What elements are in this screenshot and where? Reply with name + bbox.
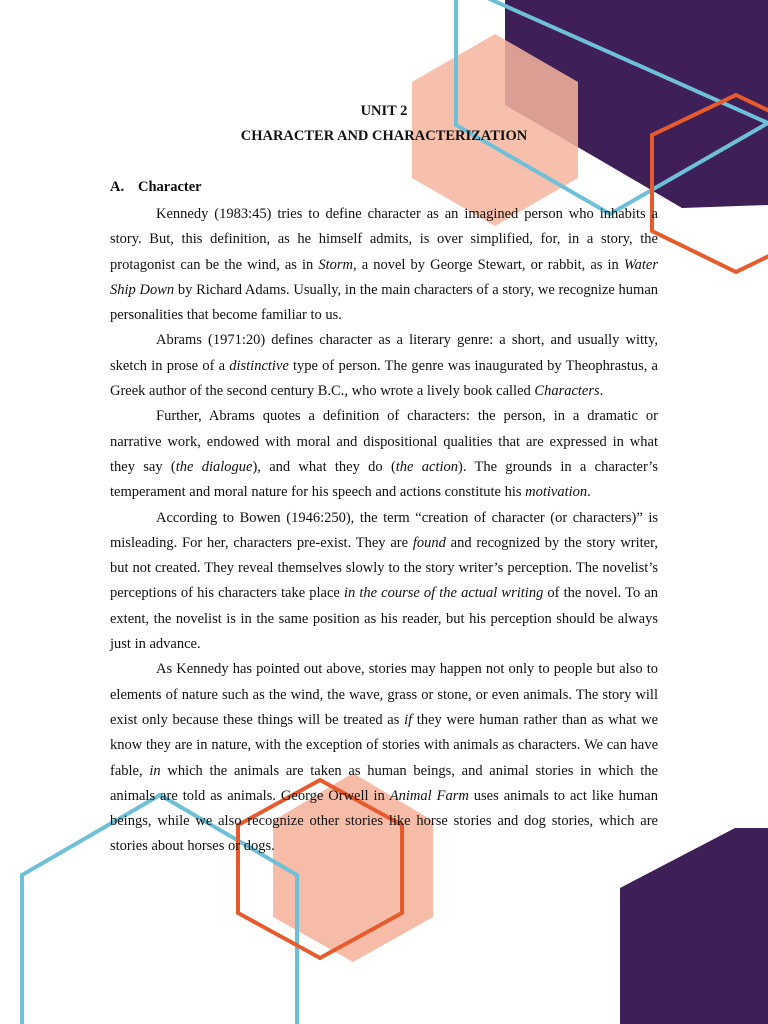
text-run: ). The grounds in a character’s temperament and moral nature for his speech and actions constitute his (110, 458, 658, 501)
section-letter: A. (110, 179, 125, 195)
text-run: According to Bowen (1946:250), the term “creation of character (or characters)” is misleading. For her, characters pre-exist. They are (110, 509, 658, 551)
paragraph (110, 404, 658, 505)
text-run: they were human rather than as what we know they are in nature, with the exception of stories with animals as characters. We can have fable, (110, 711, 658, 779)
italic-text: Storm (318, 256, 354, 273)
text-run: by Richard Adams. Usually, in the main characters of a story, we recognize human personalities that become familiar to us. (110, 281, 659, 324)
unit-title: CHARACTER AND CHARACTERIZATION (240, 128, 528, 144)
text-run: . (587, 484, 591, 501)
text-run: ), and what they do ( (252, 458, 396, 475)
section-title: Character (138, 179, 202, 195)
unit-label: UNIT 2 (360, 103, 408, 119)
section-heading (110, 179, 202, 196)
italic-text: in (149, 762, 161, 779)
text-run: Further, Abrams quotes a definition of characters: the person, in a dramatic or narrative work, endowed with moral and dispositional qualities that are expressed in what they say ( (110, 408, 658, 475)
text-run: Abrams (1971:20) defines character as a literary genre: a short, and usually witty, sketch in prose of a (110, 332, 658, 374)
italic-text: in the course of the actual writing (343, 585, 544, 602)
italic-text: if (404, 711, 413, 728)
paragraph (110, 657, 658, 859)
text-run: . (599, 383, 604, 400)
text-run: type of person. The genre was inaugurated by Theophrastus, a Greek author of the second century B.C., who wrote a lively book called (110, 357, 658, 400)
text-run: Kennedy (1983:45) tries to define character as an imagined person who inhabits a story. But, this definition, as he himself admits, is over simplified, for, in a story, the protagonist can be the wind, as in (110, 206, 658, 273)
italic-text: distinctive (229, 357, 289, 374)
paragraph (110, 328, 658, 404)
paragraph (110, 202, 658, 328)
text-run: uses animals to act like human beings, while we also recognize other stories like horse stories and dog stories, which are stories about horses or dogs. (110, 787, 658, 855)
text-run: of the novel. To an extent, the novelist is in the same position as his reader, but his perception should be always just in advance. (110, 585, 658, 653)
italic-text: Water Ship Down (110, 256, 658, 298)
italic-text: the action (395, 458, 459, 475)
italic-text: motivation (525, 484, 588, 501)
text-run: As Kennedy has pointed out above, stories may happen not only to people but also to elements of nature such as the wind, the wave, grass or stone, or even animals. The story will exist only because these things will be treated as (110, 661, 658, 728)
italic-text: Characters (534, 383, 600, 400)
text-run: and recognized by the story writer, but not created. They reveal themselves slowly to the story writer’s perception. The novelist’s perceptions of his characters take place (110, 534, 658, 602)
body-text (110, 202, 658, 860)
italic-text: the dialogue (175, 458, 253, 475)
text-run: which the animals are taken as human beings, and animal stories in which the animals are told as animals. George Orwell in (110, 762, 658, 804)
italic-text: found (412, 534, 446, 551)
italic-text: Animal Farm (389, 787, 469, 804)
text-run: , a novel by George Stewart, or rabbit, as in (353, 256, 624, 273)
paragraph (110, 506, 658, 658)
